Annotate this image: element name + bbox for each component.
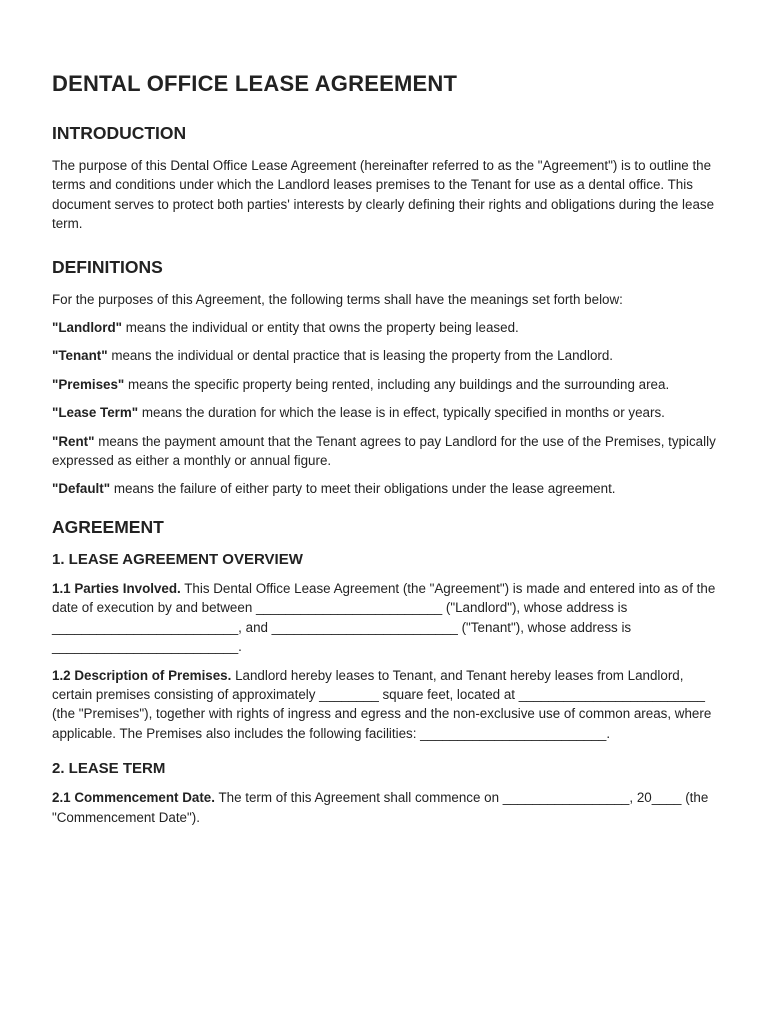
- premises-label: 1.2 Description of Premises.: [52, 667, 232, 683]
- commencement-text: The term of this Agreement shall commence on _________________, 20____ (the "Commencement Date").: [52, 790, 709, 825]
- definition-item: [52, 346, 718, 365]
- definition-item: [52, 403, 718, 422]
- definition-text: means the payment amount that the Tenant agrees to pay Landlord for the use of the Premises, typically expressed as either a monthly or annual figure.: [52, 433, 716, 469]
- definitions-heading: DEFINITIONS: [52, 256, 163, 277]
- definition-text: means the individual or dental practice that is leasing the property from the Landlord.: [107, 348, 614, 364]
- parties-clause: [52, 579, 718, 657]
- parties-label: 1.1 Parties Involved.: [52, 580, 181, 596]
- definition-text: means the duration for which the lease is in effect, typically specified in months or years.: [138, 405, 665, 421]
- agreement-heading: AGREEMENT: [52, 516, 164, 537]
- definition-text: means the individual or entity that owns the property being leased.: [121, 320, 519, 336]
- definition-term: "Tenant": [52, 348, 108, 364]
- definition-term: "Premises": [52, 376, 125, 392]
- definition-term: "Landlord": [52, 320, 122, 336]
- premises-text: Landlord hereby leases to Tenant, and Tenant hereby leases from Landlord, certain premises consisting of approximately ________ square feet, located at _________________________ (the "Premises"), together with rights of ingress and egress and the non-exclusive use of common areas, where applicable. The Premises also includes the following facilities: _________________________.: [52, 667, 712, 741]
- lease-term-heading: 2. LEASE TERM: [52, 760, 166, 778]
- agreement-section: [52, 516, 718, 827]
- definitions-intro: For the purposes of this Agreement, the following terms shall have the meanings set forth below:: [52, 291, 623, 307]
- definition-text: means the failure of either party to meet their obligations under the lease agreement.: [110, 481, 616, 497]
- definition-item: [52, 432, 718, 471]
- lease-overview-heading: 1. LEASE AGREEMENT OVERVIEW: [52, 550, 303, 568]
- definition-item: [52, 318, 718, 337]
- definitions-section: [52, 256, 718, 499]
- lease-term-section: [52, 759, 718, 827]
- introduction-section: [52, 122, 718, 234]
- introduction-text: The purpose of this Dental Office Lease Agreement (hereinafter referred to as the "Agreement") is to outline the terms and conditions under which the Landlord leases premises to the Tenant for use as a dental office. This document serves to protect both parties' interests by clearly defining their rights and obligations during the lease term.: [52, 158, 715, 232]
- introduction-heading: INTRODUCTION: [52, 123, 187, 143]
- premises-clause: [52, 666, 718, 744]
- definition-term: "Default": [52, 481, 111, 497]
- definition-item: [52, 375, 718, 394]
- document-title: DENTAL OFFICE LEASE AGREEMENT: [52, 71, 458, 96]
- commencement-clause: [52, 788, 718, 827]
- lease-overview-section: [52, 550, 718, 743]
- commencement-label: 2.1 Commencement Date.: [52, 790, 215, 806]
- definition-term: "Lease Term": [52, 405, 139, 421]
- parties-text: This Dental Office Lease Agreement (the "Agreement") is made and entered into as of the date of execution by and between _________________________ ("Landlord"), whose address is _________________________, and _________________________ ("Tenant"), whose address is _________________________.: [52, 580, 716, 655]
- definition-term: "Rent": [52, 433, 95, 449]
- definition-text: means the specific property being rented, including any buildings and the surrounding area.: [124, 376, 670, 392]
- definition-item: [52, 479, 718, 498]
